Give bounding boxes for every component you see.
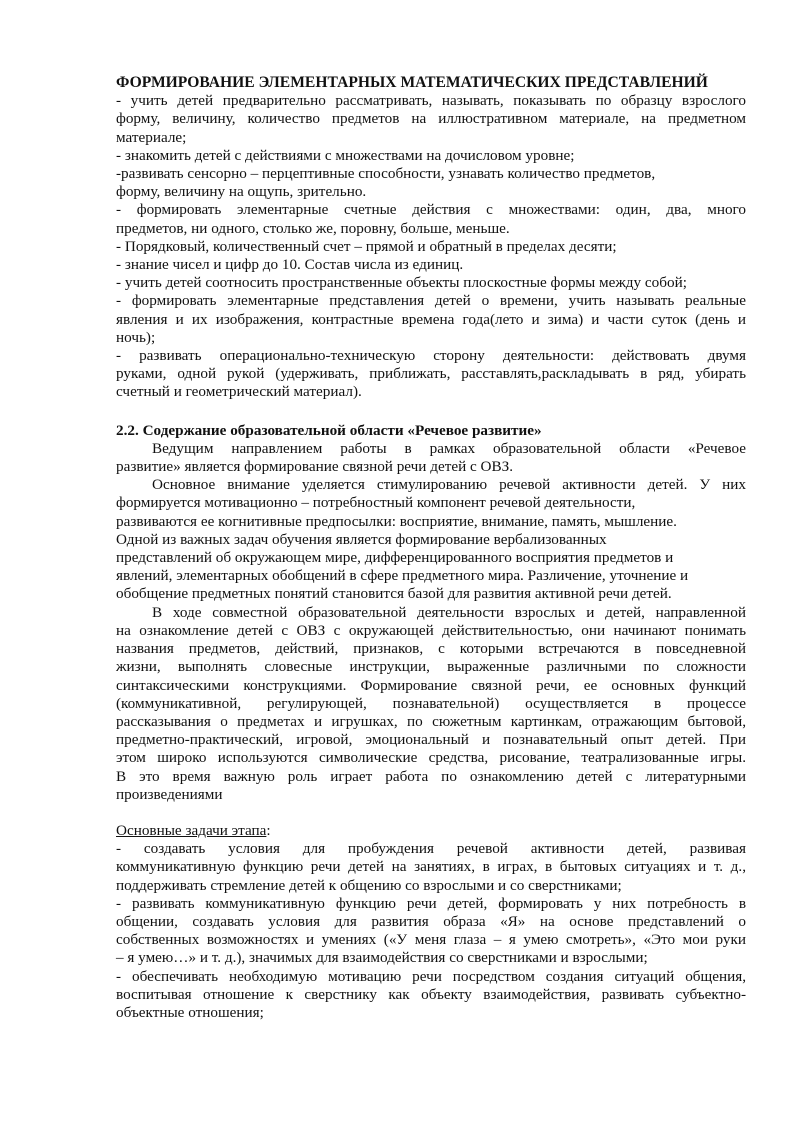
tasks-heading-text: Основные задачи этапа [116, 821, 267, 839]
math-line-7: - формировать элементарные счетные действия с множествами: один, два, много [116, 201, 746, 219]
speech-line-18: этом широко используются символические средства, рисование, театрализованные игры. [116, 749, 746, 767]
speech-line-19: В это время важную роль играет работа по ознакомлению детей с литературными [116, 767, 746, 785]
speech-line-2: развитие» является формирование связной речи детей с ОВЗ. [116, 458, 514, 476]
math-line-10: - знание чисел и цифр до 10. Состав числа из единиц. [116, 256, 464, 274]
speech-line-10: В ходе совместной образовательной деятельности взрослых и детей, направленной [152, 603, 746, 621]
speech-line-3: Основное внимание уделяется стимулированию речевой активности детей. У них [152, 476, 746, 494]
tasks-line-3: поддерживать стремление детей к общению со взрослыми и со сверстниками; [116, 876, 622, 894]
math-line-12: - формировать элементарные представления детей о времени, учить называть реальные [116, 292, 746, 310]
speech-line-8: явлений, элементарных обобщений в сфере предметного мира. Различение, уточнение и [116, 567, 689, 585]
tasks-line-4: - развивать коммуникативную функцию речи детей, формировать у них потребность в [116, 894, 746, 912]
math-line-13: явления и их изображения, контрастные времена года(лето и зима) и части суток (день и [116, 310, 746, 328]
math-line-14: ночь); [116, 328, 156, 346]
tasks-line-1: - создавать условия для пробуждения речевой активности детей, развивая [116, 840, 746, 858]
tasks-line-2: коммуникативную функцию речи детей на занятиях, в играх, в бытовых ситуациях и т. д., [116, 858, 746, 876]
speech-line-6: Одной из важных задач обучения является формирование вербализованных [116, 530, 607, 548]
document-page [116, 74, 746, 1022]
tasks-line-9: воспитывая отношение к сверстнику как объекту взаимодействия, развивать субъектно- [116, 985, 746, 1003]
tasks-heading-colon: : [266, 821, 271, 839]
math-line-3: материале; [116, 128, 187, 146]
speech-line-5: развиваются ее когнитивные предпосылки: восприятие, внимание, память, мышление. [116, 512, 677, 530]
speech-line-16: рассказывания о предметах и игрушках, по сюжетным картинкам, отражающим бытовой, [116, 712, 746, 730]
speech-line-4: формируется мотивационно – потребностный компонент речевой деятельности, [116, 494, 636, 512]
math-line-4: - знакомить детей с действиями с множествами на дочисловом уровне; [116, 146, 575, 164]
speech-line-13: жизни, выполнять словесные инструкции, выраженные различными по сложности [116, 658, 746, 676]
speech-line-12: названия предметов, действий, признаков, с которыми встречаются в повседневной [116, 640, 746, 658]
tasks-line-7: – я умею…» и т. д.), значимых для взаимодействия со сверстниками и взрослыми; [116, 949, 648, 967]
speech-line-14: синтаксическими конструкциями. Формирование связной речи, ее основных функций [116, 676, 746, 694]
math-line-17: счетный и геометрический материал). [116, 383, 362, 401]
speech-line-11: на ознакомление детей с ОВЗ с окружающей действительностью, они начинают понимать [116, 621, 746, 639]
tasks-line-5: общении, создавать условия для развития образа «Я» на основе представлений о [116, 912, 746, 930]
math-line-8: предметов, ни одного, столько же, поровну, больше, меньше. [116, 219, 510, 237]
tasks-line-8: - обеспечивать необходимую мотивацию речи посредством создания ситуаций общения, [116, 967, 746, 985]
tasks-line-10: объектные отношения; [116, 1003, 264, 1021]
math-line-5: -развивать сенсорно – перцептивные способности, узнавать количество предметов, [116, 165, 656, 183]
math-line-9: - Порядковый, количественный счет – прямой и обратный в пределах десяти; [116, 237, 617, 255]
section-speech-title: 2.2. Содержание образовательной области «Речевое развитие» [116, 421, 542, 439]
speech-line-17: предметно-практический, игровой, эмоциональный и познавательный опыт детей. При [116, 731, 746, 749]
paragraph-gap [116, 804, 746, 822]
math-line-11: - учить детей соотносить пространственные объекты плоскостные формы между собой; [116, 274, 687, 292]
tasks-line-6: собственных возможностях и умениях («У меня глаза – я умею смотреть», «Это мои руки [116, 931, 746, 949]
tasks-heading [116, 822, 746, 840]
math-line-2: форму, величину, количество предметов на иллюстративном материале, на предметном [116, 110, 746, 128]
speech-line-15: (коммуникативной, регулирующей, познавательной) осуществляется в процессе [116, 694, 746, 712]
speech-line-9: обобщение предметных понятий становится базой для развития активной речи детей. [116, 585, 672, 603]
speech-line-20: произведениями [116, 785, 223, 803]
math-line-6: форму, величину на ощупь, зрительно. [116, 183, 367, 201]
math-line-15: - развивать операционально-техническую сторону деятельности: действовать двумя [116, 347, 746, 365]
speech-line-1: Ведущим направлением работы в рамках образовательной области «Речевое [152, 439, 746, 457]
section-math-title: ФОРМИРОВАНИЕ ЭЛЕМЕНТАРНЫХ МАТЕМАТИЧЕСКИХ ПРЕДСТАВЛЕНИЙ [116, 74, 708, 91]
math-line-16: руками, одной рукой (удерживать, приближать, расставлять,раскладывать в ряд, убирать [116, 365, 746, 383]
speech-line-7: представлений об окружающем мире, дифференцированного восприятия предметов и [116, 549, 674, 567]
math-line-1: - учить детей предварительно рассматривать, называть, показывать по образцу взрослого [116, 92, 746, 110]
